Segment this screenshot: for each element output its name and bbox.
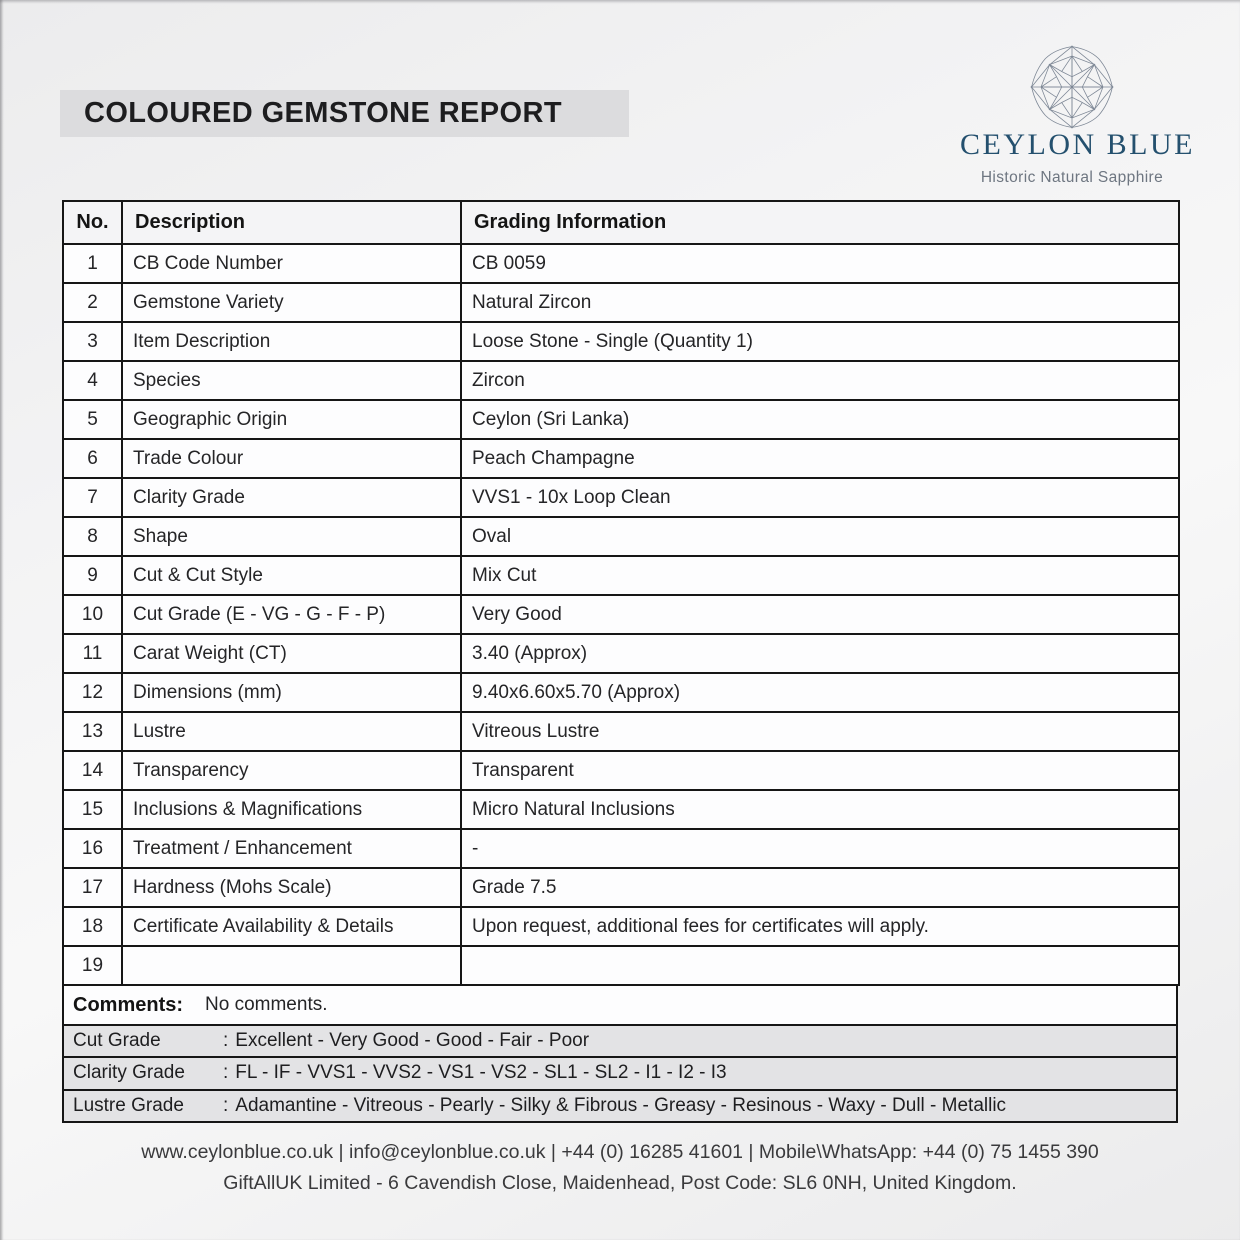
row-no: 14 [63, 751, 122, 790]
table-row [63, 907, 1179, 946]
legend-label: Clarity Grade [73, 1062, 185, 1084]
row-grading: Ceylon (Sri Lanka) [461, 400, 1179, 439]
row-description: Lustre [122, 712, 461, 751]
row-grading: Grade 7.5 [461, 868, 1179, 907]
row-grading: Very Good [461, 595, 1179, 634]
row-no: 2 [63, 283, 122, 322]
comments-box [62, 986, 1178, 1026]
table-row [63, 361, 1179, 400]
table-row [63, 517, 1179, 556]
row-grading [461, 946, 1179, 985]
table-row [63, 946, 1179, 985]
legend-separator: : [223, 1094, 229, 1116]
row-no: 12 [63, 673, 122, 712]
row-grading: Oval [461, 517, 1179, 556]
table-row [63, 244, 1179, 283]
table-row [63, 283, 1179, 322]
row-description: Clarity Grade [122, 478, 461, 517]
footer [0, 1137, 1240, 1199]
row-description: Item Description [122, 322, 461, 361]
row-description: Gemstone Variety [122, 283, 461, 322]
row-no: 19 [63, 946, 122, 985]
table-row [63, 790, 1179, 829]
row-grading: 3.40 (Approx) [461, 634, 1179, 673]
row-no: 8 [63, 517, 122, 556]
brand-logo [960, 44, 1195, 187]
legend-cut-grade [62, 1026, 1178, 1058]
table-row [63, 595, 1179, 634]
row-grading: VVS1 - 10x Loop Clean [461, 478, 1179, 517]
table-row [63, 751, 1179, 790]
page-title: COLOURED GEMSTONE REPORT [60, 90, 629, 137]
row-grading: Zircon [461, 361, 1179, 400]
table-header-row [63, 201, 1179, 244]
row-description: Shape [122, 517, 461, 556]
row-description: Inclusions & Magnifications [122, 790, 461, 829]
gem-icon [1029, 44, 1115, 130]
table-row [63, 868, 1179, 907]
table-row [63, 712, 1179, 751]
row-no: 4 [63, 361, 122, 400]
row-description: Treatment / Enhancement [122, 829, 461, 868]
column-header-grading: Grading Information [461, 201, 1179, 244]
comments-label: Comments: [73, 993, 184, 1016]
footer-address-line: GiftAllUK Limited - 6 Cavendish Close, Maidenhead, Post Code: SL6 0NH, United Kingdom. [223, 1172, 1017, 1194]
legend-lustre-grade [62, 1091, 1178, 1123]
row-description: Species [122, 361, 461, 400]
row-description [122, 946, 461, 985]
report-body [62, 200, 1178, 1123]
table-row [63, 634, 1179, 673]
table-row [63, 439, 1179, 478]
legend-label: Lustre Grade [73, 1094, 184, 1116]
row-grading: Mix Cut [461, 556, 1179, 595]
table-row [63, 478, 1179, 517]
row-no: 17 [63, 868, 122, 907]
row-no: 6 [63, 439, 122, 478]
row-no: 10 [63, 595, 122, 634]
row-no: 9 [63, 556, 122, 595]
table-row [63, 322, 1179, 361]
report-table [62, 200, 1180, 986]
row-description: Transparency [122, 751, 461, 790]
column-header-description: Description [122, 201, 461, 244]
row-description: Cut Grade (E - VG - G - F - P) [122, 595, 461, 634]
row-grading: Peach Champagne [461, 439, 1179, 478]
table-row [63, 673, 1179, 712]
comments-text: No comments. [205, 994, 328, 1015]
table-row [63, 829, 1179, 868]
brand-name: CEYLON BLUE [960, 128, 1195, 161]
row-description: Hardness (Mohs Scale) [122, 868, 461, 907]
row-description: Trade Colour [122, 439, 461, 478]
legend-label: Cut Grade [73, 1030, 161, 1052]
row-no: 1 [63, 244, 122, 283]
row-no: 18 [63, 907, 122, 946]
footer-contact-line: www.ceylonblue.co.uk | info@ceylonblue.co.uk | +44 (0) 16285 41601 | Mobile\WhatsApp: +44 (0) 75 1455 390 [141, 1141, 1099, 1163]
row-description: CB Code Number [122, 244, 461, 283]
row-grading: Vitreous Lustre [461, 712, 1179, 751]
row-no: 3 [63, 322, 122, 361]
row-grading: Upon request, additional fees for certificates will apply. [461, 907, 1179, 946]
column-header-no: No. [63, 201, 122, 244]
row-no: 11 [63, 634, 122, 673]
table-row [63, 400, 1179, 439]
legend-values: Adamantine - Vitreous - Pearly - Silky & Fibrous - Greasy - Resinous - Waxy - Dull - Metallic [235, 1094, 1007, 1116]
table-row [63, 556, 1179, 595]
row-no: 13 [63, 712, 122, 751]
row-grading: Natural Zircon [461, 283, 1179, 322]
row-no: 5 [63, 400, 122, 439]
row-no: 15 [63, 790, 122, 829]
row-grading: Loose Stone - Single (Quantity 1) [461, 322, 1179, 361]
legend-separator: : [223, 1062, 229, 1084]
row-description: Geographic Origin [122, 400, 461, 439]
row-description: Carat Weight (CT) [122, 634, 461, 673]
row-grading: Micro Natural Inclusions [461, 790, 1179, 829]
row-description: Dimensions (mm) [122, 673, 461, 712]
brand-tagline: Historic Natural Sapphire [980, 169, 1164, 186]
row-no: 16 [63, 829, 122, 868]
legend-values: FL - IF - VVS1 - VVS2 - VS1 - VS2 - SL1 - SL2 - I1 - I2 - I3 [235, 1062, 727, 1084]
legend-values: Excellent - Very Good - Good - Fair - Poor [235, 1030, 590, 1052]
row-description: Cut & Cut Style [122, 556, 461, 595]
legend-separator: : [223, 1030, 229, 1052]
row-grading: CB 0059 [461, 244, 1179, 283]
row-no: 7 [63, 478, 122, 517]
row-grading: 9.40x6.60x5.70 (Approx) [461, 673, 1179, 712]
row-grading: - [461, 829, 1179, 868]
legend-clarity-grade [62, 1058, 1178, 1090]
row-grading: Transparent [461, 751, 1179, 790]
row-description: Certificate Availability & Details [122, 907, 461, 946]
report-table-body [63, 244, 1179, 985]
